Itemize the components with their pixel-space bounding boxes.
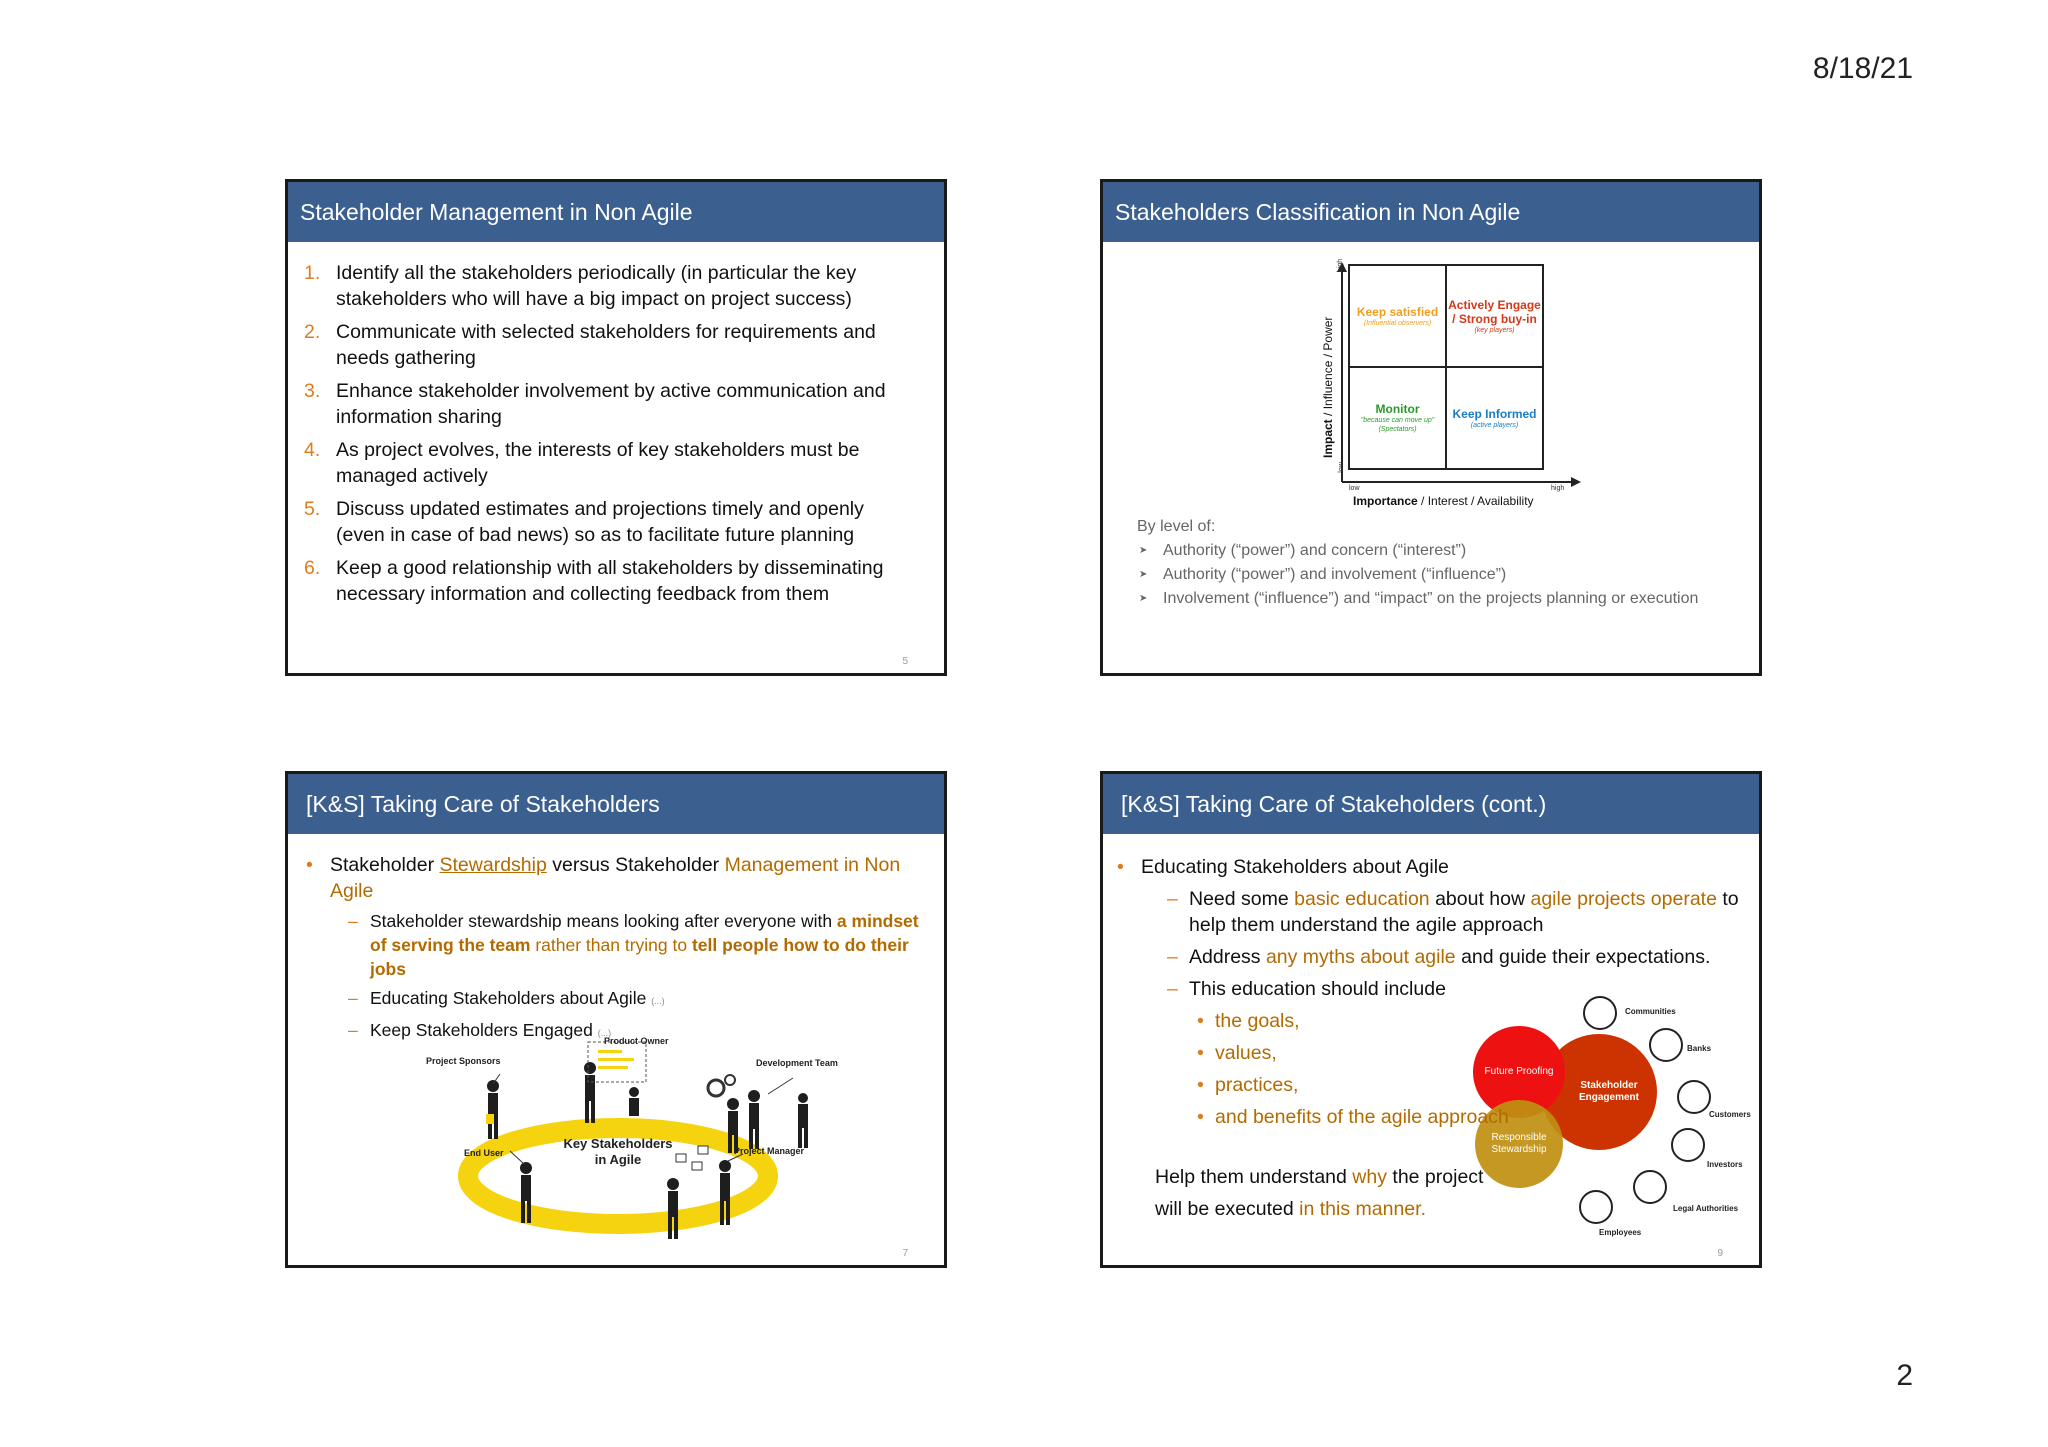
- list-item: [1167, 976, 1743, 1002]
- quadrant-actively-engage: [1445, 264, 1544, 368]
- slide-taking-care: [285, 771, 947, 1268]
- slide-number: 5: [902, 656, 908, 667]
- sub-text: Need some basic education about how agile projects operate to help them understand the agile approach: [1189, 888, 1739, 936]
- dash-bullet: –: [1167, 978, 1178, 1000]
- bullet-dot: •: [1197, 1042, 1204, 1064]
- quadrant-monitor: [1348, 366, 1447, 470]
- help-line-2: will be executed in this manner.: [1155, 1198, 1426, 1220]
- slide-title: [K&S] Taking Care of Stakeholders: [288, 774, 944, 834]
- item-number: 6.: [304, 557, 321, 579]
- list-item: [348, 909, 928, 981]
- page-number: 2: [1896, 1359, 1913, 1392]
- page-date: 8/18/21: [1812, 52, 1913, 85]
- list-item: [348, 986, 928, 1013]
- quadrant-sub: (Influential observers): [1363, 319, 1432, 327]
- quadrant-sub: (key players): [1474, 326, 1515, 334]
- include-text: the goals,: [1215, 1010, 1300, 1032]
- list-item: [1167, 886, 1743, 938]
- help-line-1: Help them understand why the project: [1155, 1166, 1484, 1188]
- sub-text: Stakeholder stewardship means looking after everyone with a mindset of serving the team rather than trying to tell people how to do their jobs: [370, 911, 919, 979]
- list-item: [1167, 944, 1743, 970]
- quadrant-label: Keep satisfied: [1356, 304, 1439, 319]
- slide-number: 7: [902, 1248, 908, 1259]
- sub-text: This education should include: [1189, 978, 1446, 1000]
- bullet-list: [288, 834, 944, 1045]
- numbered-list: [288, 242, 944, 607]
- dash-bullet: –: [348, 911, 358, 931]
- quadrant-keep-satisfied: [1348, 264, 1447, 368]
- list-item: [304, 496, 914, 548]
- item-text: Enhance stakeholder involvement by active communication and information sharing: [336, 380, 886, 428]
- list-item: [304, 437, 914, 489]
- slide-title: Stakeholders Classification in Non Agile: [1103, 182, 1759, 242]
- investors-label: Investors: [1707, 1160, 1743, 1169]
- y-axis-label: Impact / Influence / Power: [1321, 316, 1335, 458]
- x-tick-low: low: [1349, 485, 1360, 492]
- item-number: 2.: [304, 321, 321, 343]
- development-team-label: Development Team: [756, 1058, 838, 1068]
- slide-stakeholder-management: [285, 179, 947, 676]
- quadrant-sub: "because can move up" (Spectators): [1360, 417, 1435, 433]
- item-text: Keep a good relationship with all stakeholders by disseminating necessary information and collecting feedback from them: [336, 557, 884, 605]
- key-stakeholders-illustration: [288, 1036, 947, 1266]
- list-item: [304, 378, 914, 430]
- list-item: [1117, 854, 1743, 880]
- help-text: [1155, 1161, 1483, 1225]
- bullet-text: Stakeholder Stewardship versus Stakeholder Management in Non Agile: [330, 854, 901, 902]
- banks-label: Banks: [1687, 1044, 1712, 1053]
- key-stakeholders-label: Key Stakeholders in Agile: [563, 1136, 673, 1167]
- dash-bullet: –: [1167, 888, 1178, 910]
- arrow-bullet-icon: ➤: [1139, 545, 1148, 556]
- level-text: Authority (“power”) and involvement (“influence”): [1163, 566, 1507, 583]
- arrow-bullet-icon: ➤: [1139, 593, 1148, 604]
- list-item: [306, 852, 928, 904]
- quadrant-label: Monitor: [1375, 402, 1420, 416]
- sub-text: Address any myths about agile and guide their expectations.: [1189, 946, 1711, 968]
- slide-title: Stakeholder Management in Non Agile: [288, 182, 944, 242]
- engagement-circle: Stakeholder Engagement: [1541, 1034, 1657, 1150]
- item-number: 3.: [304, 380, 321, 402]
- x-tick-high: high: [1551, 485, 1565, 492]
- slide-title: [K&S] Taking Care of Stakeholders (cont.): [1103, 774, 1759, 834]
- employees-icon: [1579, 1190, 1613, 1224]
- sub-text: Keep Stakeholders Engaged (...): [370, 1020, 612, 1040]
- bullet-dot: •: [1197, 1074, 1204, 1096]
- product-owner-label: Product Owner: [604, 1036, 669, 1046]
- dash-bullet: –: [1167, 946, 1178, 968]
- list-item: [304, 555, 914, 607]
- list-item: [1197, 1072, 1743, 1098]
- x-axis-label: Importance / Interest / Availability: [1353, 494, 1534, 508]
- bullet-dot: •: [306, 854, 313, 876]
- y-tick-low: low: [1337, 462, 1345, 473]
- quadrant-label: Keep Informed: [1452, 406, 1537, 421]
- y-tick-high: high: [1337, 258, 1345, 273]
- legal-authorities-label: Legal Authorities: [1673, 1204, 1739, 1213]
- sub-text: Educating Stakeholders about Agile (...): [370, 988, 665, 1008]
- slide-number: 9: [1717, 1248, 1723, 1259]
- bullet-text: Educating Stakeholders about Agile: [1141, 856, 1449, 878]
- bullet-list: [1103, 834, 1759, 1130]
- item-number: 5.: [304, 498, 321, 520]
- item-text: Discuss updated estimates and projections timely and openly (even in case of bad news) so as to facilitate future planning: [336, 498, 864, 546]
- list-item: [1137, 539, 1737, 563]
- list-item: [1137, 563, 1737, 587]
- banks-icon: [1649, 1028, 1683, 1062]
- item-number: 1.: [304, 262, 321, 284]
- item-number: 4.: [304, 439, 321, 461]
- level-text: Authority (“power”) and concern (“interest”): [1163, 542, 1467, 559]
- stakeholder-matrix: [1103, 242, 1759, 512]
- list-item: [1137, 587, 1737, 611]
- item-text: Identify all the stakeholders periodically (in particular the key stakeholders who will have a big impact on project success): [336, 262, 857, 310]
- list-item: [304, 260, 914, 312]
- bullet-dot: •: [1197, 1106, 1204, 1128]
- slide-taking-care-cont: [1100, 771, 1762, 1268]
- include-text: practices,: [1215, 1074, 1299, 1096]
- dash-bullet: –: [348, 988, 358, 1008]
- bullet-dot: •: [1117, 856, 1124, 878]
- project-sponsors-label: Project Sponsors: [426, 1056, 501, 1066]
- classification-levels: [1137, 515, 1737, 611]
- item-text: As project evolves, the interests of key stakeholders must be managed actively: [336, 439, 860, 487]
- include-text: and benefits of the agile approach: [1215, 1106, 1509, 1128]
- communities-label: Communities: [1625, 1007, 1676, 1016]
- quadrant-sub: (active players): [1470, 421, 1519, 429]
- levels-intro: By level of:: [1137, 518, 1216, 535]
- include-text: values,: [1215, 1042, 1277, 1064]
- project-manager-label: Project Manager: [734, 1146, 805, 1156]
- list-item: [304, 319, 914, 371]
- communities-icon: [1583, 996, 1617, 1030]
- quadrant-keep-informed: [1445, 366, 1544, 470]
- customers-label: Customers: [1709, 1110, 1751, 1119]
- list-item: [1197, 1104, 1743, 1130]
- employees-label: Employees: [1599, 1228, 1642, 1237]
- future-proofing-circle: Future Proofing: [1473, 1026, 1565, 1118]
- item-text: Communicate with selected stakeholders for requirements and needs gathering: [336, 321, 876, 369]
- bullet-dot: •: [1197, 1010, 1204, 1032]
- slide-stakeholder-classification: [1100, 179, 1762, 676]
- level-text: Involvement (“influence”) and “impact” on the projects planning or execution: [1163, 590, 1699, 607]
- investors-icon: [1671, 1128, 1705, 1162]
- arrow-bullet-icon: ➤: [1139, 569, 1148, 580]
- end-user-label: End User: [464, 1148, 504, 1158]
- quadrant-label: Actively Engage / Strong buy-in: [1448, 297, 1541, 326]
- dash-bullet: –: [348, 1020, 358, 1040]
- legal-authorities-icon: [1633, 1170, 1667, 1204]
- stewardship-circle: Responsible Stewardship: [1475, 1100, 1563, 1188]
